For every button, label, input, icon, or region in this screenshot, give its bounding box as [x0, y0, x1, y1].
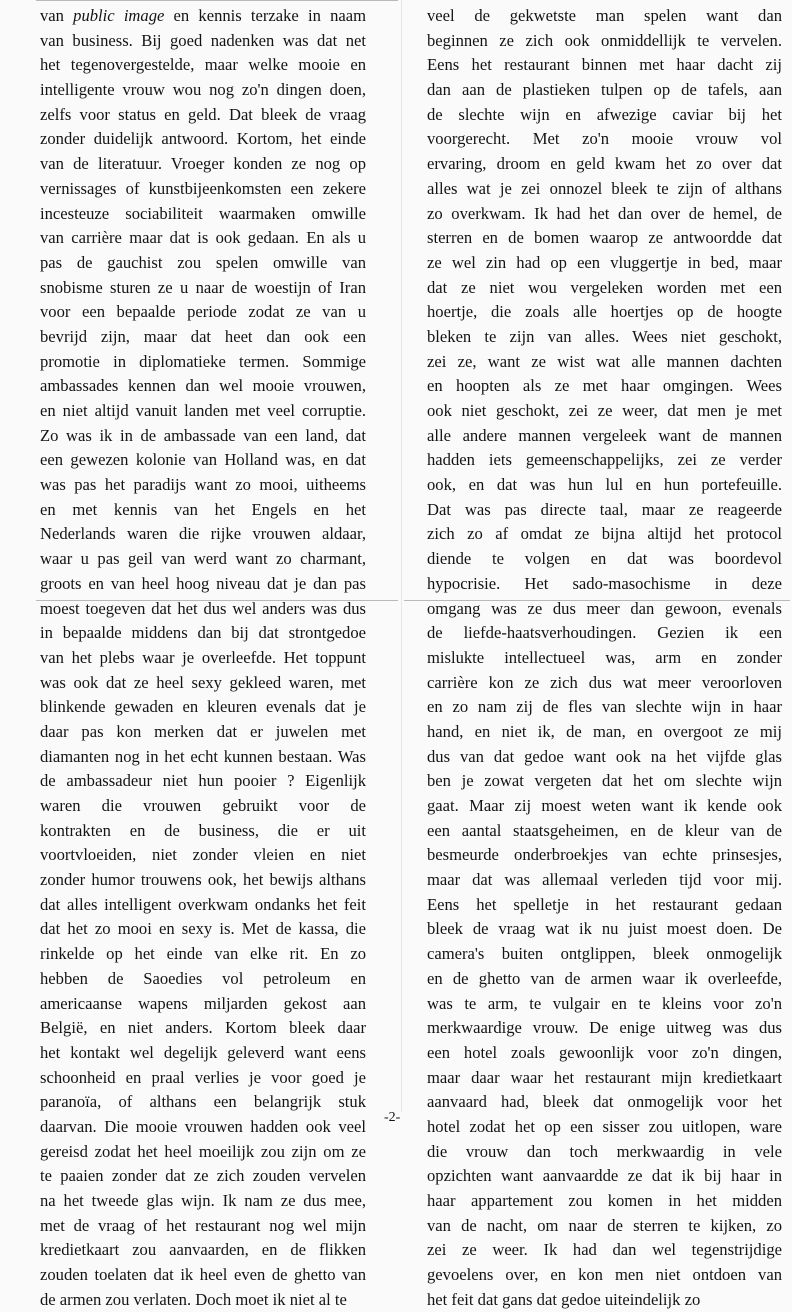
text-line: gereisd zodat het heel moeilijk zou zijn om ze — [40, 1141, 366, 1161]
text-line: België, en niet anders. Kortom bleek daar — [40, 1018, 366, 1038]
text-line: een hotel zoals gewoonlijk voor zo'n dingen, — [427, 1042, 782, 1062]
text-line: van de literatuur. Vroeger konden ze nog op — [40, 154, 366, 174]
text-line: alles wat je zei onnozel bleek te zijn of althans — [427, 178, 782, 198]
text-line: de slechte wijn en afwezige caviar bij het — [427, 104, 782, 124]
text-line: camera's buiten ontglippen, bleek onmogelijk — [427, 944, 782, 964]
text-line: van de nacht, om naar de sterren te kijken, zo — [427, 1215, 782, 1235]
text-line: zelfs voor status en geld. Dat bleek de vraag — [40, 104, 366, 124]
text-line: daar pas kon merken dat er juwelen met — [40, 721, 366, 741]
text-line: zouden toelaten dat ik heel even de ghetto van — [40, 1265, 366, 1285]
text-line: zei ze weer. Ik had dan wel tegenstrijdige — [427, 1240, 782, 1260]
text-line: zei ze, want ze wist wat alle mannen dachten — [427, 351, 782, 371]
text-line: zonder duidelijk antwoord. Kortom, het einde — [40, 129, 366, 149]
text-line: dus van dat gedoe want ook na het vijfde glas — [427, 746, 782, 766]
text-line: dat alles intelligent overkwam ondanks het feit — [40, 894, 366, 914]
text-line: die vrouw dan toch merkwaardig in vele — [427, 1141, 782, 1161]
text-line: een gewezen kolonie van Holland was, en dat — [40, 450, 366, 470]
text-line: de liefde-haatsverhoudingen. Gezien ik een — [427, 623, 782, 643]
text-line: bleek de vraag wat ik nu juist moest doen. De — [427, 919, 782, 939]
text-line: voor een bepaalde periode zodat ze van u — [40, 302, 366, 322]
text-line: van het plebs waar je overleefde. Het toppunt — [40, 647, 366, 667]
text-line: en met kennis van het Engels en het — [40, 499, 366, 519]
text-line: dat het zo mooi en sexy is. Met de kassa, die — [40, 919, 366, 939]
text-line: merkwaardige vrouw. De enige uitweg was dus — [427, 1018, 782, 1038]
text-line: kredietkaart zou aanvaarden, en de flikken — [40, 1240, 366, 1260]
text-line: Dat was pas directe taal, maar ze reageerde — [427, 499, 782, 519]
text-line: voorgerecht. Met zo'n mooie vrouw vol — [427, 129, 782, 149]
text-line: maar dat was allemaal verleden tijd voor mij. — [427, 870, 782, 890]
text-line: met de vraag of het restaurant nog wel mijn — [40, 1215, 366, 1235]
text-line: groots en van heel hoog niveau dat je dan pas — [40, 573, 366, 593]
text-line: en niet altijd vanuit landen met veel corruptie. — [40, 401, 366, 420]
text-line: snobisme sturen ze u naar de woestijn of Iran — [40, 277, 366, 297]
text-line: ambassades kennen dan wel mooie vrouwen, — [40, 376, 366, 396]
text-line: besmeurde onderbroekjes van echte prinsesjes, — [427, 845, 782, 865]
text-line: hebben de Saoedies vol petroleum en — [40, 968, 366, 988]
text-line: hadden iets gemeenschappelijks, zei ze verder — [427, 450, 782, 470]
page-number: -2- — [384, 1110, 401, 1125]
text-line: paranoïa, of althans een belangrijk stuk — [40, 1092, 366, 1112]
text-line: Eens het spelletje in het restaurant gedaan — [427, 894, 782, 914]
text-line: hoertje, die zoals alle hoertjes op de hoogte — [427, 302, 782, 322]
text-line: Zo was ik in de ambassade van een land, dat — [40, 425, 366, 445]
text-line: dan aan de plastieken tulpen op de tafels, aan — [427, 80, 782, 100]
text-line: zo overkwam. Ik had het dan over de hemel, de — [427, 203, 782, 223]
text-line: het feit dat gans dat gedoe uiteindelijk zo — [427, 1289, 701, 1309]
text-line: van carrière maar dat is ook gedaan. En als u — [40, 228, 366, 248]
text-line: en hoopten als ze met haar omgingen. Wees — [427, 376, 782, 396]
text-line: Nederlands waren die rijke vrouwen aldaar, — [40, 524, 366, 544]
text-line: was ook dat ze heel sexy gekleed waren, met — [40, 672, 366, 692]
text-line: beginnen ze zich ook onmiddellijk te vervelen. — [427, 30, 782, 50]
text-line: sterren en de bomen waarop ze antwoordde dat — [427, 228, 782, 248]
text-line: mislukte intellectueel was, arm en zonder — [427, 647, 782, 667]
text-line: intelligente vrouw wou nog zo'n dingen doen, — [40, 80, 366, 100]
text-line: vernissages of kunstbijeenkomsten een zekere — [40, 178, 366, 198]
text-line: ben je zowat vergeten dat het om slechte wijn — [427, 771, 782, 791]
text-line: van business. Bij goed nadenken was dat net — [40, 30, 366, 50]
text-line: waren die vrouwen gebruikt voor de — [40, 796, 366, 815]
text-line: bevrijd zijn, maar dat heet dan ook een — [40, 326, 366, 346]
text-line: ook, en dat was hun lul en hun portefeuille. — [427, 475, 782, 495]
text-line: diamanten nog in het echt kunnen bestaan. Was — [40, 746, 366, 766]
text-line: het tegenovergestelde, maar welke mooie en — [40, 55, 366, 75]
text-line: Eens het restaurant binnen met haar dacht zij — [427, 55, 782, 75]
column-gutter — [401, 0, 402, 1112]
text-line: pas de gauchist zou spelen omwille van — [40, 252, 366, 272]
text-line: blinkende gewaden en kleuren evenals dat je — [40, 697, 366, 717]
text-line: zonder humor trouwens ook, het bewijs althans — [40, 870, 366, 890]
italic-phrase: public image — [73, 6, 165, 25]
text-line: een aantal staatsgeheimen, en de kleur van de — [427, 820, 782, 840]
text-line: hand, en niet ik, de man, en overgoot ze mij — [427, 721, 782, 741]
text-line: aanvaard had, bleek dat onmogelijk voor het — [427, 1092, 782, 1112]
text-line: de ambassadeur niet hun pooier ? Eigenlijk — [40, 771, 366, 791]
text-line: schoonheid en praal verlies je voor goed je — [40, 1067, 366, 1087]
text-line: americaanse wapens miljarden gekost aan — [40, 993, 366, 1013]
text-line: hypocrisie. Het sado-masochisme in deze — [427, 573, 782, 593]
text-line: promotie in diplomatieke termen. Sommige — [40, 351, 366, 371]
text-line: het kontakt wel degelijk geleverd want eens — [40, 1042, 366, 1062]
text-line: ze wel zin had op een vluggertje in bed, maar — [427, 252, 782, 272]
text-line: de armen zou verlaten. Doch moet ik niet al te — [40, 1289, 347, 1309]
text-line: was te arm, te vulgair en te kleins voor zo'n — [427, 993, 782, 1013]
text-line: in bepaalde middens dan bij dat strontgedoe — [40, 623, 366, 643]
text-line: moest toegeven dat het dus wel anders was dus — [40, 598, 366, 618]
left-text-column — [40, 4, 366, 1312]
text-line: alle andere mannen vergeleek want de mannen — [427, 425, 782, 445]
text-line: hotel zodat het op een sisser zou uitlopen, ware — [427, 1116, 782, 1136]
text-line: omgang was ze dus meer dan gewoon, evenals — [427, 598, 782, 618]
text-line: diende te volgen en dat was boordevol — [427, 549, 782, 569]
text-line: incesteuze sociabiliteit waarmaken omwille — [40, 203, 366, 223]
text-line: rinkelde op het einde van elke rit. En zo — [40, 944, 366, 964]
text-line: kontrakten en de business, die er uit — [40, 820, 366, 840]
text-line: gaat. Maar zij moest weten want ik kende ook — [427, 796, 782, 815]
text-line: te paaien zonder dat ze zich zouden vervelen — [40, 1166, 366, 1186]
text-line: opzichten want aanvaardde ze dat ik bij haar in — [427, 1166, 782, 1186]
text-line: en de ghetto van de armen waar ik overleefde, — [427, 968, 782, 988]
text-line: haar appartement zou komen in het midden — [427, 1191, 782, 1210]
scan-line-top-left — [36, 0, 398, 1]
text-line: na het tweede glas wijn. Ik nam ze dus mee, — [40, 1191, 366, 1210]
text-line: gevoelens over, en kon men niet ontdoen van — [427, 1265, 782, 1285]
text-line: waar u pas geil van werd want zo charmant, — [40, 549, 366, 569]
text-line: carrière kon ze zich dus wat meer veroorloven — [427, 672, 782, 692]
text-line: dat ze niet wou vergeleken worden met een — [427, 277, 782, 297]
text-line: maar daar waar het restaurant mijn kredietkaart — [427, 1067, 782, 1087]
text-line: ook niet geschokt, zei ze weer, dat men je met — [427, 401, 782, 420]
text-line: veel de gekwetste man spelen want dan — [427, 6, 782, 25]
text-line: daarvan. Die mooie vrouwen hadden ook veel — [40, 1116, 366, 1136]
text-line: zich zo af omdat ze bijna altijd het protocol — [427, 524, 782, 544]
text-line: en zo nam zij de fles van slechte wijn in haar — [427, 697, 782, 717]
right-text-column — [427, 4, 782, 1312]
text-line: bleken te zijn van alles. Wees niet geschokt, — [427, 326, 782, 346]
text-line: van public image en kennis terzake in naam — [40, 6, 367, 25]
text-line: ervaring, droom en geld kwam het zo over dat — [427, 154, 782, 174]
text-line: was pas het paradijs want zo mooi, uitheems — [40, 475, 366, 495]
text-line: voortvloeiden, niet zonder vleien en niet — [40, 845, 366, 865]
